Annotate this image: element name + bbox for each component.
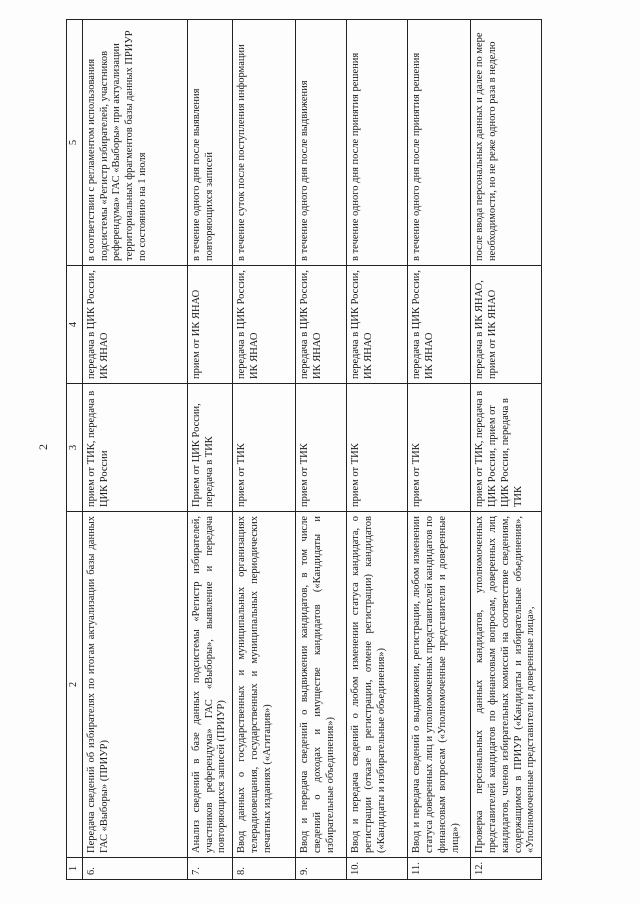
table-row: [187, 20, 232, 880]
table-row: [471, 20, 542, 880]
row-destination: передача в ЦИК России, ИК ЯНАО: [347, 266, 408, 384]
row-description: Ввод данных о государственных и муниципальных организациях телерадиовещания, государственных и муниципальных периодических печатных изданиях («Агитация»): [233, 512, 296, 858]
row-destination: передача в ЦИК России, ИК ЯНАО: [408, 266, 471, 384]
table-row: [233, 20, 296, 880]
table-row: [82, 20, 187, 880]
row-source: прием от ТИК: [233, 384, 296, 512]
page-number: 2: [36, 444, 50, 450]
row-source: прием от ТИК: [347, 384, 408, 512]
row-source: прием от ТИК: [408, 384, 471, 512]
row-description: Ввод и передача сведений о любом изменении статуса кандидата, о регистрации (отказе в регистрации, отмене регистрации) кандидатов («Кандидаты и избирательные объединения»): [347, 512, 408, 858]
row-description: Анализ сведений в базе данных подсистемы «Регистр избирателей, участников референдума» ГАС «Выборы», выявление и передача повторяющихся записей (ПРИУР): [187, 512, 232, 858]
table-header-row: [67, 20, 83, 880]
row-destination: передача в ЦИК России, ИК ЯНАО: [82, 266, 187, 384]
row-source: прием от ТИК, передача в ЦИК России: [82, 384, 187, 512]
row-number: 11.: [408, 858, 471, 880]
row-description: Ввод и передача сведений о выдвижении, регистрации, любом изменении статуса доверенных лиц и уполномоченных представителей кандидатов по финансовым вопросам («Уполномоченные представители и доверенные лица»): [408, 512, 471, 858]
row-deadline: в течение одного дня после выявления повторяющихся записей: [187, 20, 232, 266]
row-number: 6.: [82, 858, 187, 880]
row-deadline: в течение одного дня после выдвижения: [296, 20, 347, 266]
row-source: Прием от ЦИК России, передача в ТИК: [187, 384, 232, 512]
column-header: 3: [67, 384, 83, 512]
table-row: [347, 20, 408, 880]
table-row: [296, 20, 347, 880]
row-deadline: после ввода персональных данных и далее по мере необходимости, но не реже одного раза в неделю: [471, 20, 542, 266]
column-header: 1: [67, 858, 83, 880]
row-number: 9.: [296, 858, 347, 880]
row-destination: прием от ИК ЯНАО: [187, 266, 232, 384]
column-header: 2: [67, 512, 83, 858]
row-deadline: в течение одного дня после принятия решения: [408, 20, 471, 266]
row-description: Проверка персональных данных кандидатов, уполномоченных представителей кандидатов по финансовым вопросам, доверенных лиц кандидатов, членов избирательных комиссий на соответствие сведениям, содержащимся в ПРИУР («Кандидаты и избирательные объединения», «Уполномоченные представители и доверенные лица»,: [471, 512, 542, 858]
rotated-table-container: [66, 20, 586, 880]
row-destination: передача в ЦИК России, ИК ЯНАО: [233, 266, 296, 384]
column-header: 4: [67, 266, 83, 384]
row-number: 12.: [471, 858, 542, 880]
row-deadline: в течение суток после поступления информации: [233, 20, 296, 266]
row-number: 7.: [187, 858, 232, 880]
row-source: прием от ТИК, передача в ЦИК России, прием от ЦИК России, передача в ТИК: [471, 384, 542, 512]
schedule-table: [66, 19, 542, 880]
table-row: [408, 20, 471, 880]
row-description: Ввод и передача сведений о выдвижении кандидатов, в том числе сведений о доходах и имуществе кандидатов («Кандидаты и избирательные объединения»): [296, 512, 347, 858]
row-deadline: в течение одного дня после принятия решения: [347, 20, 408, 266]
row-number: 8.: [233, 858, 296, 880]
column-header: 5: [67, 20, 83, 266]
row-destination: передача в ИК ЯНАО, прием от ИК ЯНАО: [471, 266, 542, 384]
row-destination: передача в ЦИК России, ИК ЯНАО: [296, 266, 347, 384]
row-deadline: в соответствии с регламентом использования подсистемы «Регистр избирателей, участников референдума» ГАС «Выборы» при актуализации территориальных фрагментов базы данных ПРИУР по состоянию на 1 июля: [82, 20, 187, 266]
row-source: прием от ТИК: [296, 384, 347, 512]
row-number: 10.: [347, 858, 408, 880]
row-description: Передача сведений об избирателях по итогам актуализации базы данных ГАС «Выборы» (ПРИУР): [82, 512, 187, 858]
